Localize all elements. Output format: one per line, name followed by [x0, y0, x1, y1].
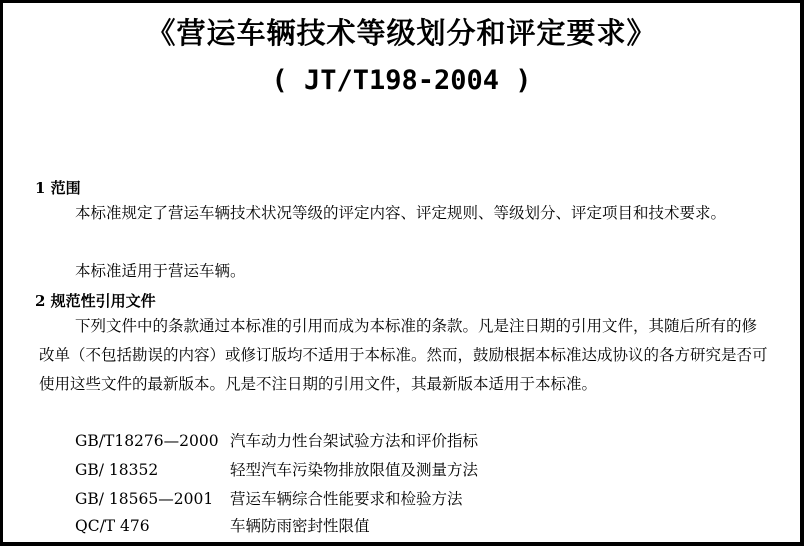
section-heading-normative-references: 2 规范性引用文件 [35, 292, 156, 310]
reference-item [75, 458, 478, 480]
reference-code: GB/ 18352 [75, 461, 159, 479]
section-heading-scope: 1 范围 [35, 179, 81, 197]
reference-code: QC/T 476 [75, 517, 150, 535]
references-paragraph: 下列文件中的条款通过本标准的引用而成为本标准的条款。凡是注日期的引用文件，其随后所有的修改单（不包括勘误的内容）或修订版均不适用于本标准。然而，鼓励根据本标准达成协议的各方研究是否可使用这些文件的最新版本。凡是不注日期的引用文件，其最新版本适用于本标准。 [39, 317, 768, 393]
document-page [3, 3, 800, 542]
reference-item [75, 487, 463, 509]
reference-name: 营运车辆综合性能要求和检验方法 [230, 490, 463, 508]
standard-code: ( JT/T198-2004 ) [271, 65, 532, 96]
reference-item [75, 429, 478, 451]
reference-name: 汽车动力性台架试验方法和评价指标 [230, 432, 479, 450]
reference-name: 轻型汽车污染物排放限值及测量方法 [230, 461, 479, 479]
document-title: 《营运车辆技术等级划分和评定要求》 [146, 16, 657, 50]
reference-code: GB/ 18565—2001 [75, 490, 214, 508]
reference-name: 车辆防雨密封性限值 [230, 517, 370, 535]
reference-code: GB/T18276—2000 [75, 432, 219, 450]
scope-paragraph-2: 本标准适用于营运车辆。 [75, 262, 246, 280]
scope-paragraph-1: 本标准规定了营运车辆技术状况等级的评定内容、评定规则、等级划分、评定项目和技术要求。 [75, 204, 727, 222]
reference-item [75, 514, 370, 536]
